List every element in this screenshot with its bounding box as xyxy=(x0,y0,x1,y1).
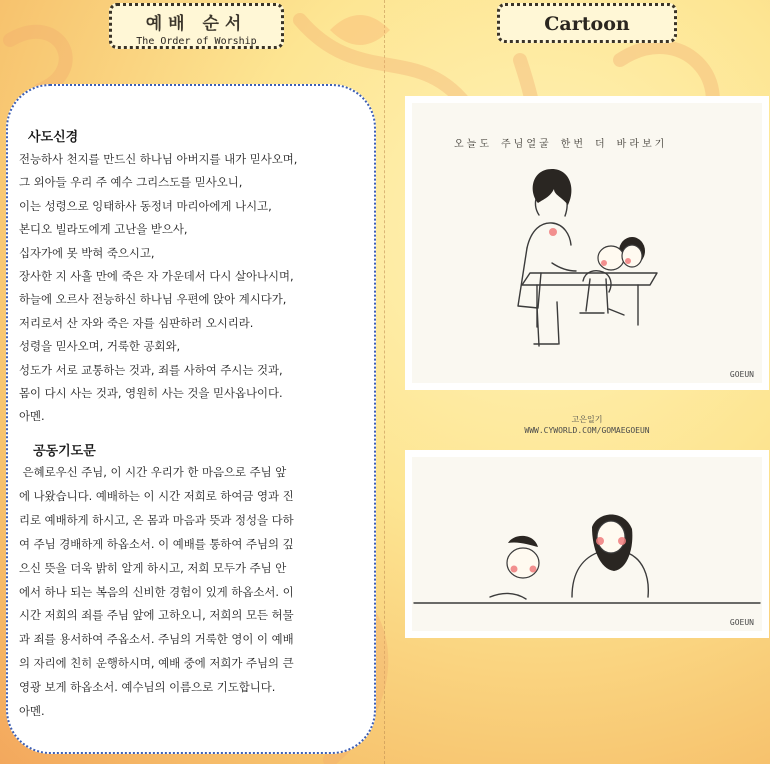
credit-line-2: WWW.CYWORLD.COM/GOMAEGOEUN xyxy=(524,426,650,435)
creed-line: 저리로서 산 자와 죽은 자를 심판하러 오시리라. xyxy=(19,315,254,330)
cartoon-credit xyxy=(405,414,769,436)
prayer-title: 공동기도문 xyxy=(33,444,96,459)
cartoon-signature-top: GOEUN xyxy=(729,370,754,379)
creed-body xyxy=(19,148,297,429)
creed-line: 이는 성령으로 잉태하사 동정녀 마리아에게 나시고, xyxy=(19,198,272,213)
cartoon-header-title: Cartoon xyxy=(544,13,630,35)
cartoon-drawing-bottom xyxy=(412,457,762,631)
cartoon-panel-bottom xyxy=(405,450,769,638)
creed-line: 성도가 서로 교통하는 것과, 죄를 사하여 주시는 것과, xyxy=(19,362,283,377)
creed-line: 몸이 다시 사는 것과, 영원히 사는 것을 믿사옵나이다. xyxy=(19,386,283,401)
creed-line: 본디오 빌라도에게 고난을 받으사, xyxy=(19,222,188,237)
prayer-line: 에 나왔습니다. 예배하는 이 시간 저희로 하여금 영과 진 xyxy=(19,488,294,503)
creed-line: 십자가에 못 박혀 죽으시고, xyxy=(19,245,155,260)
header-korean-title: 예배 순서 xyxy=(145,14,248,34)
creed-line: 그 외아들 우리 주 예수 그리스도를 믿사오니, xyxy=(19,175,243,190)
cartoon-header xyxy=(497,3,677,43)
prayer-line: 시간 저희의 죄를 주님 앞에 고하오니, 저희의 모든 허물 xyxy=(19,608,294,623)
creed-line: 장사한 지 사흘 만에 죽은 자 가운데서 다시 살아나시며, xyxy=(19,269,294,284)
prayer-body xyxy=(19,461,294,724)
prayer-line: 의 자리에 친히 운행하시며, 예배 중에 저희가 주님의 큰 xyxy=(19,656,294,671)
cartoon-panel-top xyxy=(405,96,769,390)
creed-line: 성령을 믿사오며, 거룩한 공회와, xyxy=(19,339,181,354)
prayer-line: 아멘. xyxy=(19,704,45,719)
creed-title: 사도신경 xyxy=(28,130,79,145)
prayer-line: 에서 하나 되는 복음의 신비한 경험이 있게 하옵소서. 이 xyxy=(19,584,294,599)
creed-line: 아멘. xyxy=(19,409,45,424)
creed-line: 하늘에 오르사 전능하신 하나님 우편에 앉아 계시다가, xyxy=(19,292,287,307)
cartoon-drawing-top xyxy=(412,103,762,383)
prayer-line: 은혜로우신 주님, 이 시간 우리가 한 마음으로 주님 앞 xyxy=(19,465,287,479)
prayer-line: 여 주님 경배하게 하옵소서. 이 예배를 통하여 주님의 깊 xyxy=(19,536,294,551)
prayer-line: 영광 보게 하옵소서. 예수님의 이름으로 기도합니다. xyxy=(19,680,276,695)
order-of-worship-header xyxy=(109,3,284,49)
creed-line: 전능하사 천지를 만드신 하나님 아버지를 내가 믿사오며, xyxy=(19,152,298,166)
prayer-line: 으신 뜻을 더욱 밝히 알게 하시고, 저희 모두가 주님 안 xyxy=(19,560,287,575)
credit-line-1: 고은일기 xyxy=(571,415,603,424)
prayer-line: 과 죄를 용서하여 주옵소서. 주님의 거룩한 영이 이 예배 xyxy=(19,632,294,647)
header-english-title: The Order of Worship xyxy=(136,36,257,47)
cartoon-signature-bottom: GOEUN xyxy=(729,618,754,627)
cartoon-caption: 오늘도 주님얼굴 한번 더 바라보기 xyxy=(454,139,668,150)
fold-line xyxy=(384,0,385,764)
prayer-line: 리로 예배하게 하시고, 온 몸과 마음과 뜻과 정성을 다하 xyxy=(19,512,294,527)
